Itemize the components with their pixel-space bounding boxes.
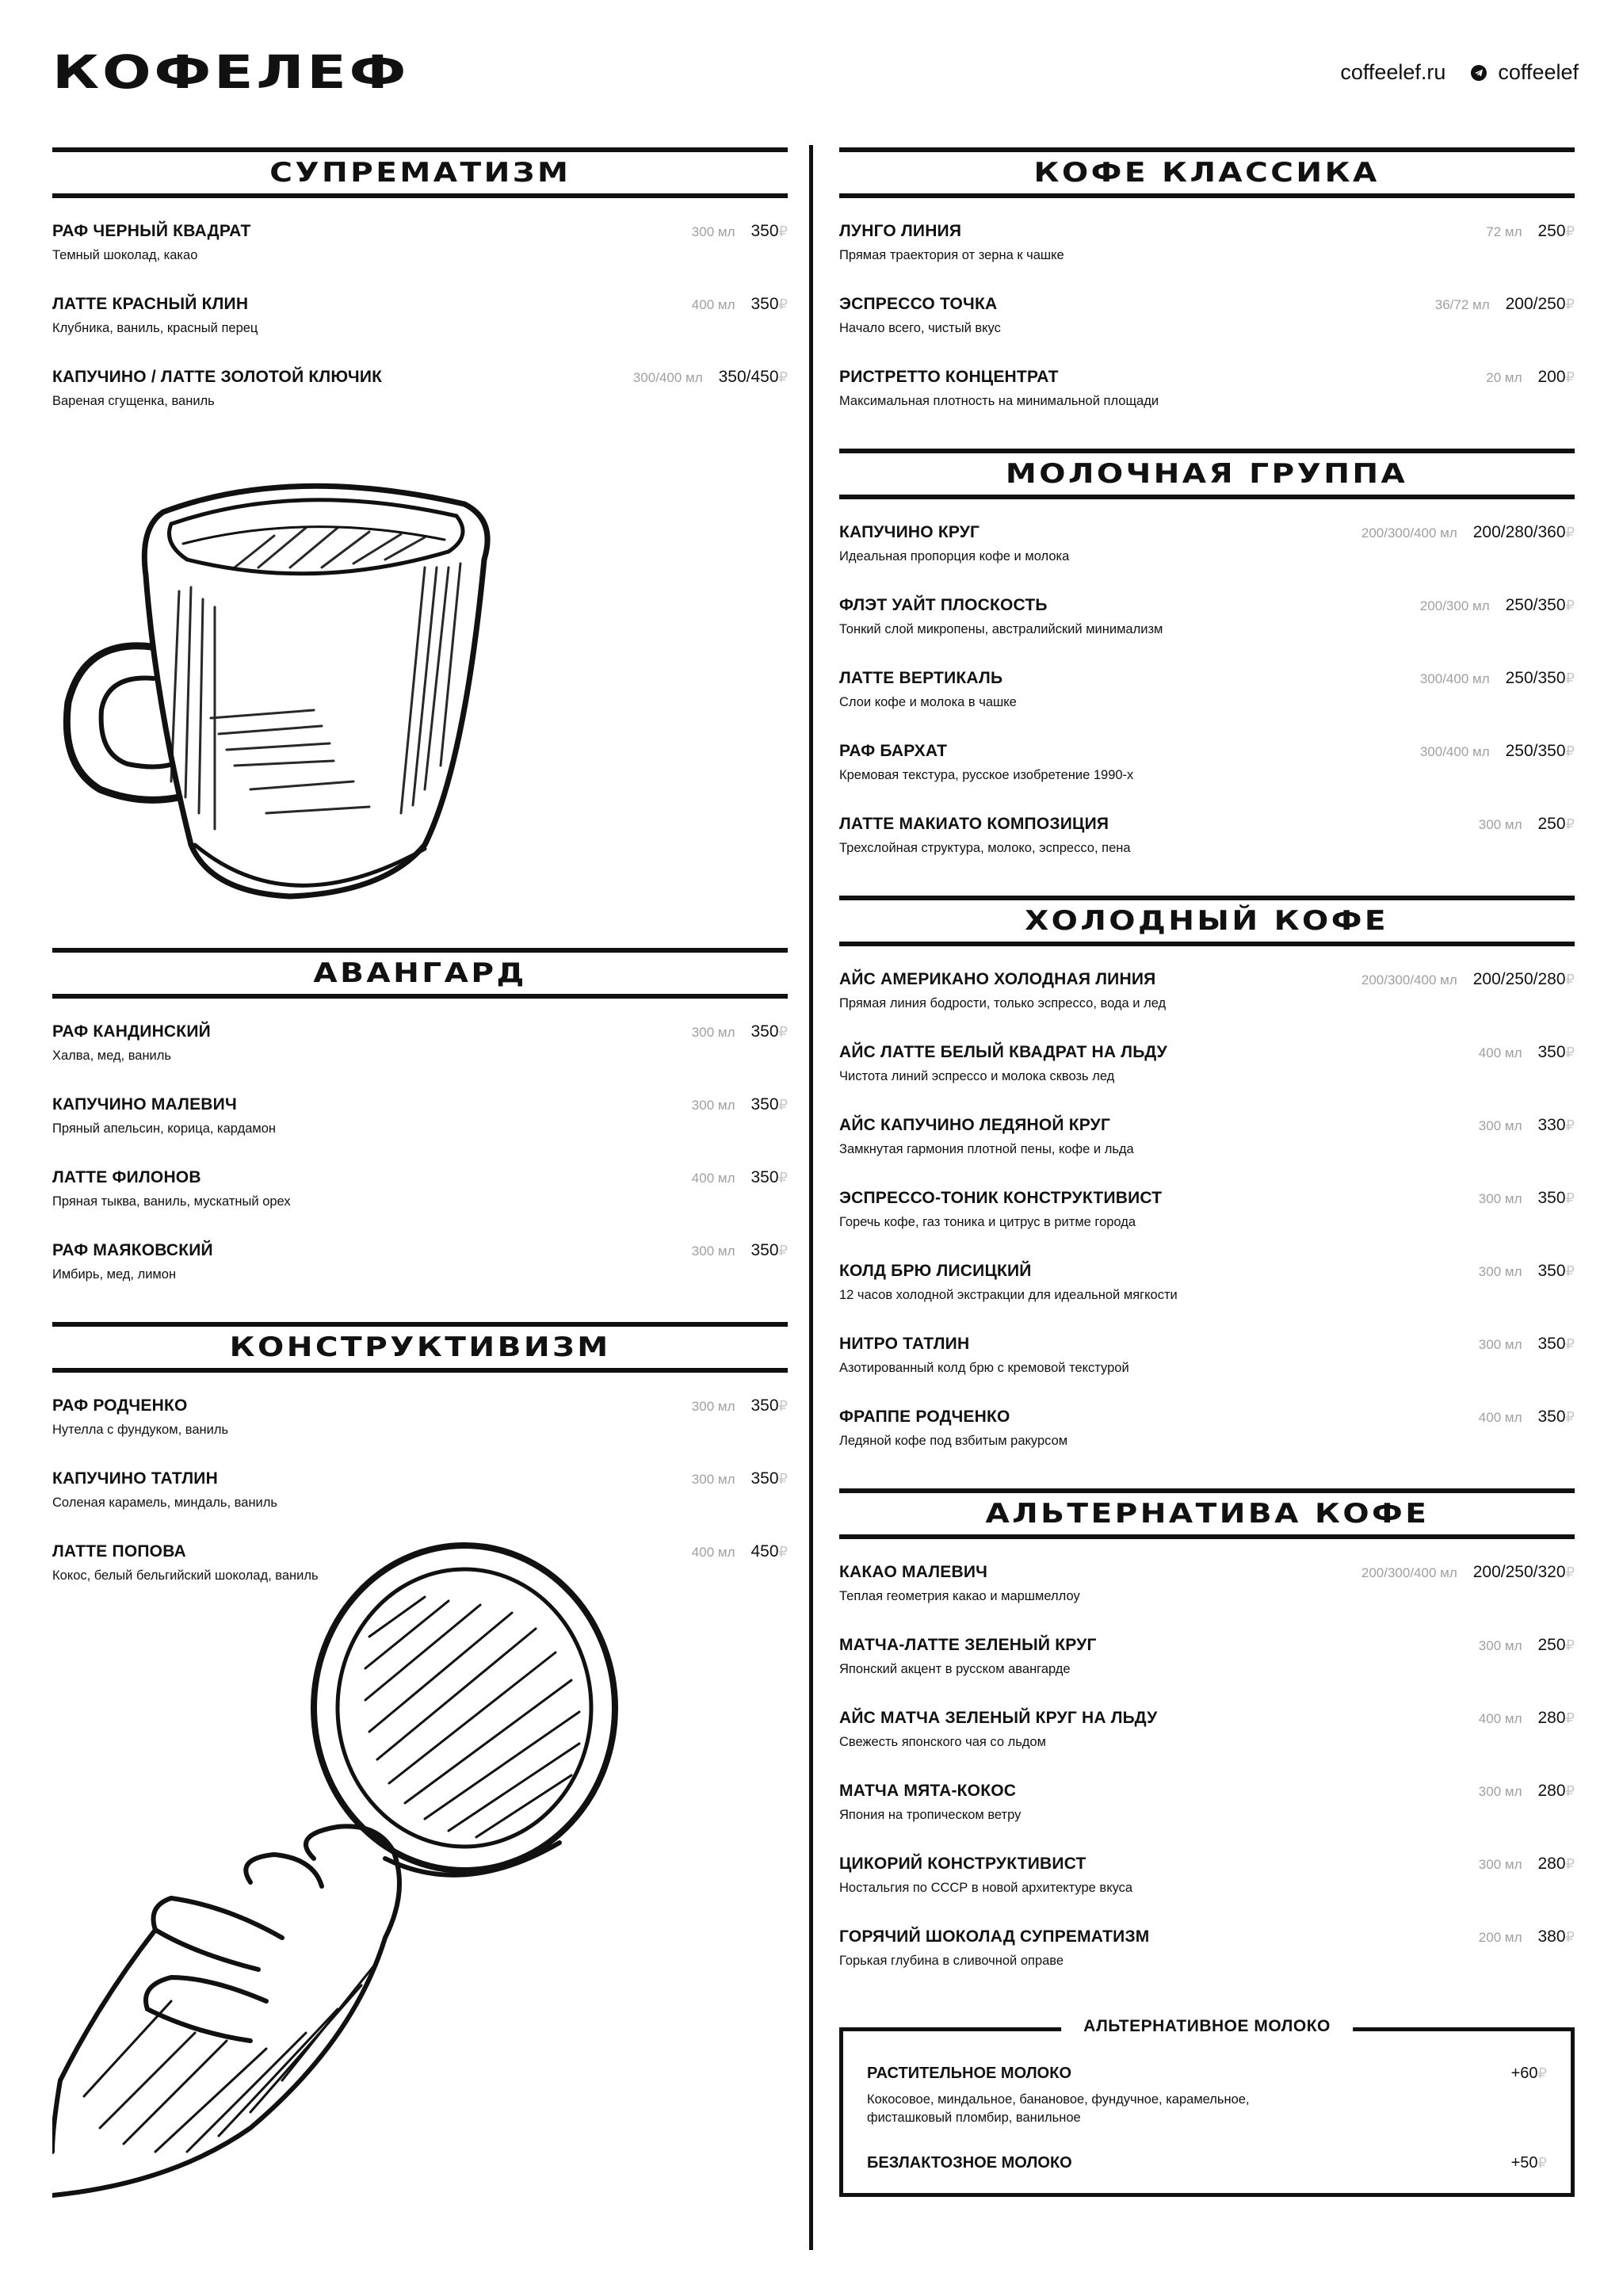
item-volume: 200/300/400 мл — [1361, 525, 1457, 541]
section-header — [839, 147, 1575, 198]
item-volume: 200/300 мл — [1419, 598, 1490, 613]
section-title: МОЛОЧНАЯ ГРУППА — [1006, 458, 1408, 490]
item-volume: 300 мл — [691, 1244, 735, 1259]
menu-item — [839, 1927, 1575, 2000]
section — [52, 147, 788, 441]
item-price: 200₽ — [1537, 368, 1575, 386]
contacts — [1340, 60, 1579, 85]
item-price: 280₽ — [1537, 1855, 1575, 1873]
item-volume: 400 мл — [691, 1171, 735, 1186]
alt-milk-item — [867, 2154, 1547, 2172]
item-price: 380₽ — [1537, 1927, 1575, 1946]
item-desc: Максимальная плотность на минимальной площади — [839, 394, 1159, 408]
menu-item — [52, 295, 788, 368]
section-header — [52, 147, 788, 198]
item-desc: Кремовая текстура, русское изобретение 1990-х — [839, 768, 1134, 782]
item-price: 200/250/320₽ — [1472, 1563, 1575, 1581]
item-name: ЛАТТЕ КРАСНЫЙ КЛИН — [52, 295, 249, 313]
item-volume: 300 мл — [691, 1098, 735, 1113]
menu-item — [839, 368, 1575, 441]
section — [839, 1488, 1575, 2000]
item-desc: Ностальгия по СССР в новой архитектуре вкуса — [839, 1881, 1133, 1895]
item-volume: 300/400 мл — [1419, 744, 1490, 759]
menu-item — [839, 1563, 1575, 1636]
item-price: 350₽ — [1537, 1189, 1575, 1207]
item-desc: Свежесть японского чая со льдом — [839, 1735, 1046, 1749]
menu-item — [839, 669, 1575, 742]
item-desc: Кокос, белый бельгийский шоколад, ваниль — [52, 1568, 319, 1583]
item-desc: Горечь кофе, газ тоника и цитрус в ритме города — [839, 1215, 1136, 1229]
item-volume: 400 мл — [691, 297, 735, 312]
alt-milk-box — [839, 2017, 1575, 2197]
item-price: 280₽ — [1537, 1782, 1575, 1800]
menu-item — [839, 1782, 1575, 1855]
menu-item — [839, 1189, 1575, 1262]
item-name: КАПУЧИНО / ЛАТТЕ ЗОЛОТОЙ КЛЮЧИК — [52, 368, 383, 386]
item-price: 280₽ — [1537, 1709, 1575, 1727]
item-volume: 300 мл — [1478, 1191, 1522, 1206]
item-desc: Замкнутая гармония плотной пены, кофе и льда — [839, 1142, 1134, 1156]
item-price: 200/250/280₽ — [1472, 970, 1575, 988]
alt-milk-price: +50₽ — [1510, 2154, 1547, 2172]
column-divider — [809, 145, 813, 2250]
item-name: РАФ ЧЕРНЫЙ КВАДРАТ — [52, 222, 251, 240]
item-desc: Слои кофе и молока в чашке — [839, 695, 1017, 709]
item-price: 200/280/360₽ — [1472, 523, 1575, 541]
item-name: КОЛД БРЮ ЛИСИЦКИЙ — [839, 1262, 1032, 1280]
item-desc: Идеальная пропорция кофе и молока — [839, 549, 1070, 563]
item-name: ФЛЭТ УАЙТ ПЛОСКОСТЬ — [839, 596, 1048, 614]
item-name: ЛАТТЕ МАКИАТО КОМПОЗИЦИЯ — [839, 815, 1109, 833]
left-column — [52, 147, 788, 1623]
section-title: СУПРЕМАТИЗМ — [269, 157, 571, 189]
section-header — [839, 1488, 1575, 1539]
menu-item — [52, 368, 788, 441]
coffee-cup-illustration — [52, 449, 788, 948]
menu-item — [839, 596, 1575, 669]
item-price: 330₽ — [1537, 1116, 1575, 1134]
item-desc: Тонкий слой микропены, австралийский минимализм — [839, 622, 1163, 636]
menu-item — [52, 1396, 788, 1469]
item-desc: Вареная сгущенка, ваниль — [52, 394, 215, 408]
item-name: АЙС МАТЧА ЗЕЛЕНЫЙ КРУГ НА ЛЬДУ — [839, 1709, 1158, 1727]
item-price: 250₽ — [1537, 222, 1575, 240]
section-header — [52, 1322, 788, 1373]
menu-item — [839, 1335, 1575, 1408]
item-price: 350₽ — [750, 222, 788, 240]
item-desc: Темный шоколад, какао — [52, 248, 198, 262]
item-name: КАПУЧИНО КРУГ — [839, 523, 980, 541]
menu-item — [52, 1168, 788, 1241]
item-desc: Пряная тыква, ваниль, мускатный орех — [52, 1194, 291, 1209]
item-name: ЛУНГО ЛИНИЯ — [839, 222, 962, 240]
item-volume: 400 мл — [1478, 1711, 1522, 1726]
item-price: 350/450₽ — [718, 368, 788, 386]
telegram-link[interactable]: coffeelef — [1498, 60, 1579, 84]
item-price: 250/350₽ — [1505, 742, 1575, 760]
item-name: ФРАППЕ РОДЧЕНКО — [839, 1408, 1010, 1426]
item-name: КАПУЧИНО ТАТЛИН — [52, 1469, 218, 1488]
item-name: ЛАТТЕ ВЕРТИКАЛЬ — [839, 669, 1003, 687]
menu-item — [839, 1408, 1575, 1480]
item-volume: 72 мл — [1486, 224, 1522, 239]
section — [52, 948, 788, 1314]
item-price: 250/350₽ — [1505, 596, 1575, 614]
item-price: 250/350₽ — [1505, 669, 1575, 687]
item-desc: Соленая карамель, миндаль, ваниль — [52, 1496, 277, 1510]
item-volume: 400 мл — [691, 1545, 735, 1560]
item-volume: 300 мл — [1478, 1118, 1522, 1133]
section-title: ХОЛОДНЫЙ КОФЕ — [1025, 905, 1389, 937]
section-header — [52, 948, 788, 999]
item-desc: Японский акцент в русском авангарде — [839, 1662, 1071, 1676]
item-name: ЭСПРЕССО ТОЧКА — [839, 295, 998, 313]
item-price: 350₽ — [750, 1168, 788, 1186]
item-volume: 400 мл — [1478, 1045, 1522, 1060]
item-price: 350₽ — [750, 1095, 788, 1114]
item-desc: Япония на тропическом ветру — [839, 1808, 1022, 1822]
section — [839, 449, 1575, 888]
right-column — [839, 147, 1575, 2008]
section — [839, 896, 1575, 1480]
item-volume: 300 мл — [1478, 817, 1522, 832]
section — [839, 147, 1575, 441]
item-name: ЭСПРЕССО-ТОНИК КОНСТРУКТИВИСТ — [839, 1189, 1163, 1207]
item-volume: 300 мл — [691, 224, 735, 239]
section-title: АВАНГАРД — [313, 957, 527, 989]
item-price: 350₽ — [750, 1469, 788, 1488]
item-desc: Азотированный колд брю с кремовой текстурой — [839, 1361, 1129, 1375]
item-price: 350₽ — [750, 1241, 788, 1259]
item-desc: Клубника, ваниль, красный перец — [52, 321, 258, 335]
brand-logo: КОФЕЛЕФ — [52, 45, 410, 99]
item-name: РАФ БАРХАТ — [839, 742, 948, 760]
item-desc: Нутелла с фундуком, ваниль — [52, 1423, 229, 1437]
menu-item — [839, 970, 1575, 1043]
menu-item — [839, 222, 1575, 295]
menu-item — [52, 1022, 788, 1095]
item-price: 450₽ — [750, 1542, 788, 1561]
item-desc: Чистота линий эспрессо и молока сквозь лед — [839, 1069, 1115, 1083]
item-price: 350₽ — [1537, 1262, 1575, 1280]
item-desc: Горькая глубина в сливочной оправе — [839, 1954, 1064, 1968]
item-name: РИСТРЕТТО КОНЦЕНТРАТ — [839, 368, 1059, 386]
item-desc: Теплая геометрия какао и маршмеллоу — [839, 1589, 1080, 1603]
alt-milk-name: РАСТИТЕЛЬНОЕ МОЛОКО — [867, 2065, 1071, 2082]
hand-holding-cup-illustration — [52, 1526, 726, 2199]
menu-item — [839, 815, 1575, 888]
item-desc: Прямая траектория от зерна к чашке — [839, 248, 1064, 262]
item-volume: 200/300/400 мл — [1361, 1565, 1457, 1580]
section-header — [839, 449, 1575, 499]
menu-item — [839, 1855, 1575, 1927]
item-name: РАФ РОДЧЕНКО — [52, 1396, 188, 1415]
item-name: ЛАТТЕ ПОПОВА — [52, 1542, 186, 1561]
alt-milk-title: АЛЬТЕРНАТИВНОЕ МОЛОКО — [1061, 2017, 1353, 2036]
menu-item — [839, 1116, 1575, 1189]
item-name: НИТРО ТАТЛИН — [839, 1335, 970, 1353]
item-volume: 300 мл — [691, 1399, 735, 1414]
item-price: 250₽ — [1537, 1636, 1575, 1654]
menu-item — [839, 1709, 1575, 1782]
alt-milk-item — [867, 2065, 1547, 2127]
item-price: 350₽ — [750, 1396, 788, 1415]
item-name: РАФ МАЯКОВСКИЙ — [52, 1241, 213, 1259]
section-header — [839, 896, 1575, 946]
item-volume: 300 мл — [1478, 1337, 1522, 1352]
menu-item — [839, 1043, 1575, 1116]
item-desc: Прямая линия бодрости, только эспрессо, вода и лед — [839, 996, 1167, 1010]
menu-item — [839, 523, 1575, 596]
item-volume: 300 мл — [1478, 1784, 1522, 1799]
item-name: КАПУЧИНО МАЛЕВИЧ — [52, 1095, 237, 1114]
menu-item — [839, 742, 1575, 815]
item-volume: 200 мл — [1478, 1930, 1522, 1945]
alt-milk-desc: Кокосовое, миндальное, банановое, фундучное, карамельное, фисташковый пломбир, ванильное — [867, 2092, 1250, 2125]
item-price: 350₽ — [750, 295, 788, 313]
item-name: МАТЧА-ЛАТТЕ ЗЕЛЕНЫЙ КРУГ — [839, 1636, 1097, 1654]
item-volume: 20 мл — [1486, 370, 1522, 385]
item-desc: Трехслойная структура, молоко, эспрессо, пена — [839, 841, 1131, 855]
menu-item — [839, 1262, 1575, 1335]
menu-item — [52, 1241, 788, 1314]
item-desc: 12 часов холодной экстракции для идеальной мягкости — [839, 1288, 1178, 1302]
item-name: АЙС ЛАТТЕ БЕЛЫЙ КВАДРАТ НА ЛЬДУ — [839, 1043, 1167, 1061]
telegram-icon — [1471, 65, 1487, 81]
item-desc: Пряный апельсин, корица, кардамон — [52, 1121, 277, 1136]
item-name: РАФ КАНДИНСКИЙ — [52, 1022, 211, 1041]
item-price: 250₽ — [1537, 815, 1575, 833]
site-link[interactable]: coffeelef.ru — [1340, 60, 1446, 84]
item-name: КАКАО МАЛЕВИЧ — [839, 1563, 988, 1581]
item-price: 350₽ — [1537, 1043, 1575, 1061]
item-volume: 36/72 мл — [1434, 297, 1490, 312]
item-name: АЙС АМЕРИКАНО ХОЛОДНАЯ ЛИНИЯ — [839, 970, 1156, 988]
item-volume: 300 мл — [691, 1472, 735, 1487]
item-name: МАТЧА МЯТА-КОКОС — [839, 1782, 1017, 1800]
section-title: АЛЬТЕРНАТИВА КОФЕ — [985, 1498, 1429, 1530]
menu-item — [839, 1636, 1575, 1709]
item-volume: 300 мл — [1478, 1264, 1522, 1279]
item-name: ЛАТТЕ ФИЛОНОВ — [52, 1168, 201, 1186]
item-volume: 300/400 мл — [1419, 671, 1490, 686]
item-volume: 300 мл — [1478, 1857, 1522, 1872]
item-desc: Начало всего, чистый вкус — [839, 321, 1001, 335]
item-name: ЦИКОРИЙ КОНСТРУКТИВИСТ — [839, 1855, 1086, 1873]
menu-item — [52, 1095, 788, 1168]
item-volume: 400 мл — [1478, 1410, 1522, 1425]
item-volume: 300 мл — [691, 1025, 735, 1040]
section-title: КОФЕ КЛАССИКА — [1033, 157, 1381, 189]
section-title: КОНСТРУКТИВИЗМ — [229, 1331, 611, 1363]
alt-milk-price: +60₽ — [1510, 2065, 1547, 2082]
item-volume: 300 мл — [1478, 1638, 1522, 1653]
item-name: ГОРЯЧИЙ ШОКОЛАД СУПРЕМАТИЗМ — [839, 1927, 1150, 1946]
item-volume: 300/400 мл — [632, 370, 703, 385]
item-price: 350₽ — [1537, 1335, 1575, 1353]
item-desc: Ледяной кофе под взбитым ракурсом — [839, 1434, 1068, 1448]
item-price: 350₽ — [750, 1022, 788, 1041]
item-volume: 200/300/400 мл — [1361, 972, 1457, 988]
item-desc: Халва, мед, ваниль — [52, 1049, 171, 1063]
item-price: 350₽ — [1537, 1408, 1575, 1426]
item-price: 200/250₽ — [1505, 295, 1575, 313]
item-name: АЙС КАПУЧИНО ЛЕДЯНОЙ КРУГ — [839, 1116, 1111, 1134]
menu-item — [52, 222, 788, 295]
menu-item — [839, 295, 1575, 368]
item-desc: Имбирь, мед, лимон — [52, 1267, 177, 1282]
alt-milk-name: БЕЗЛАКТОЗНОЕ МОЛОКО — [867, 2154, 1072, 2172]
